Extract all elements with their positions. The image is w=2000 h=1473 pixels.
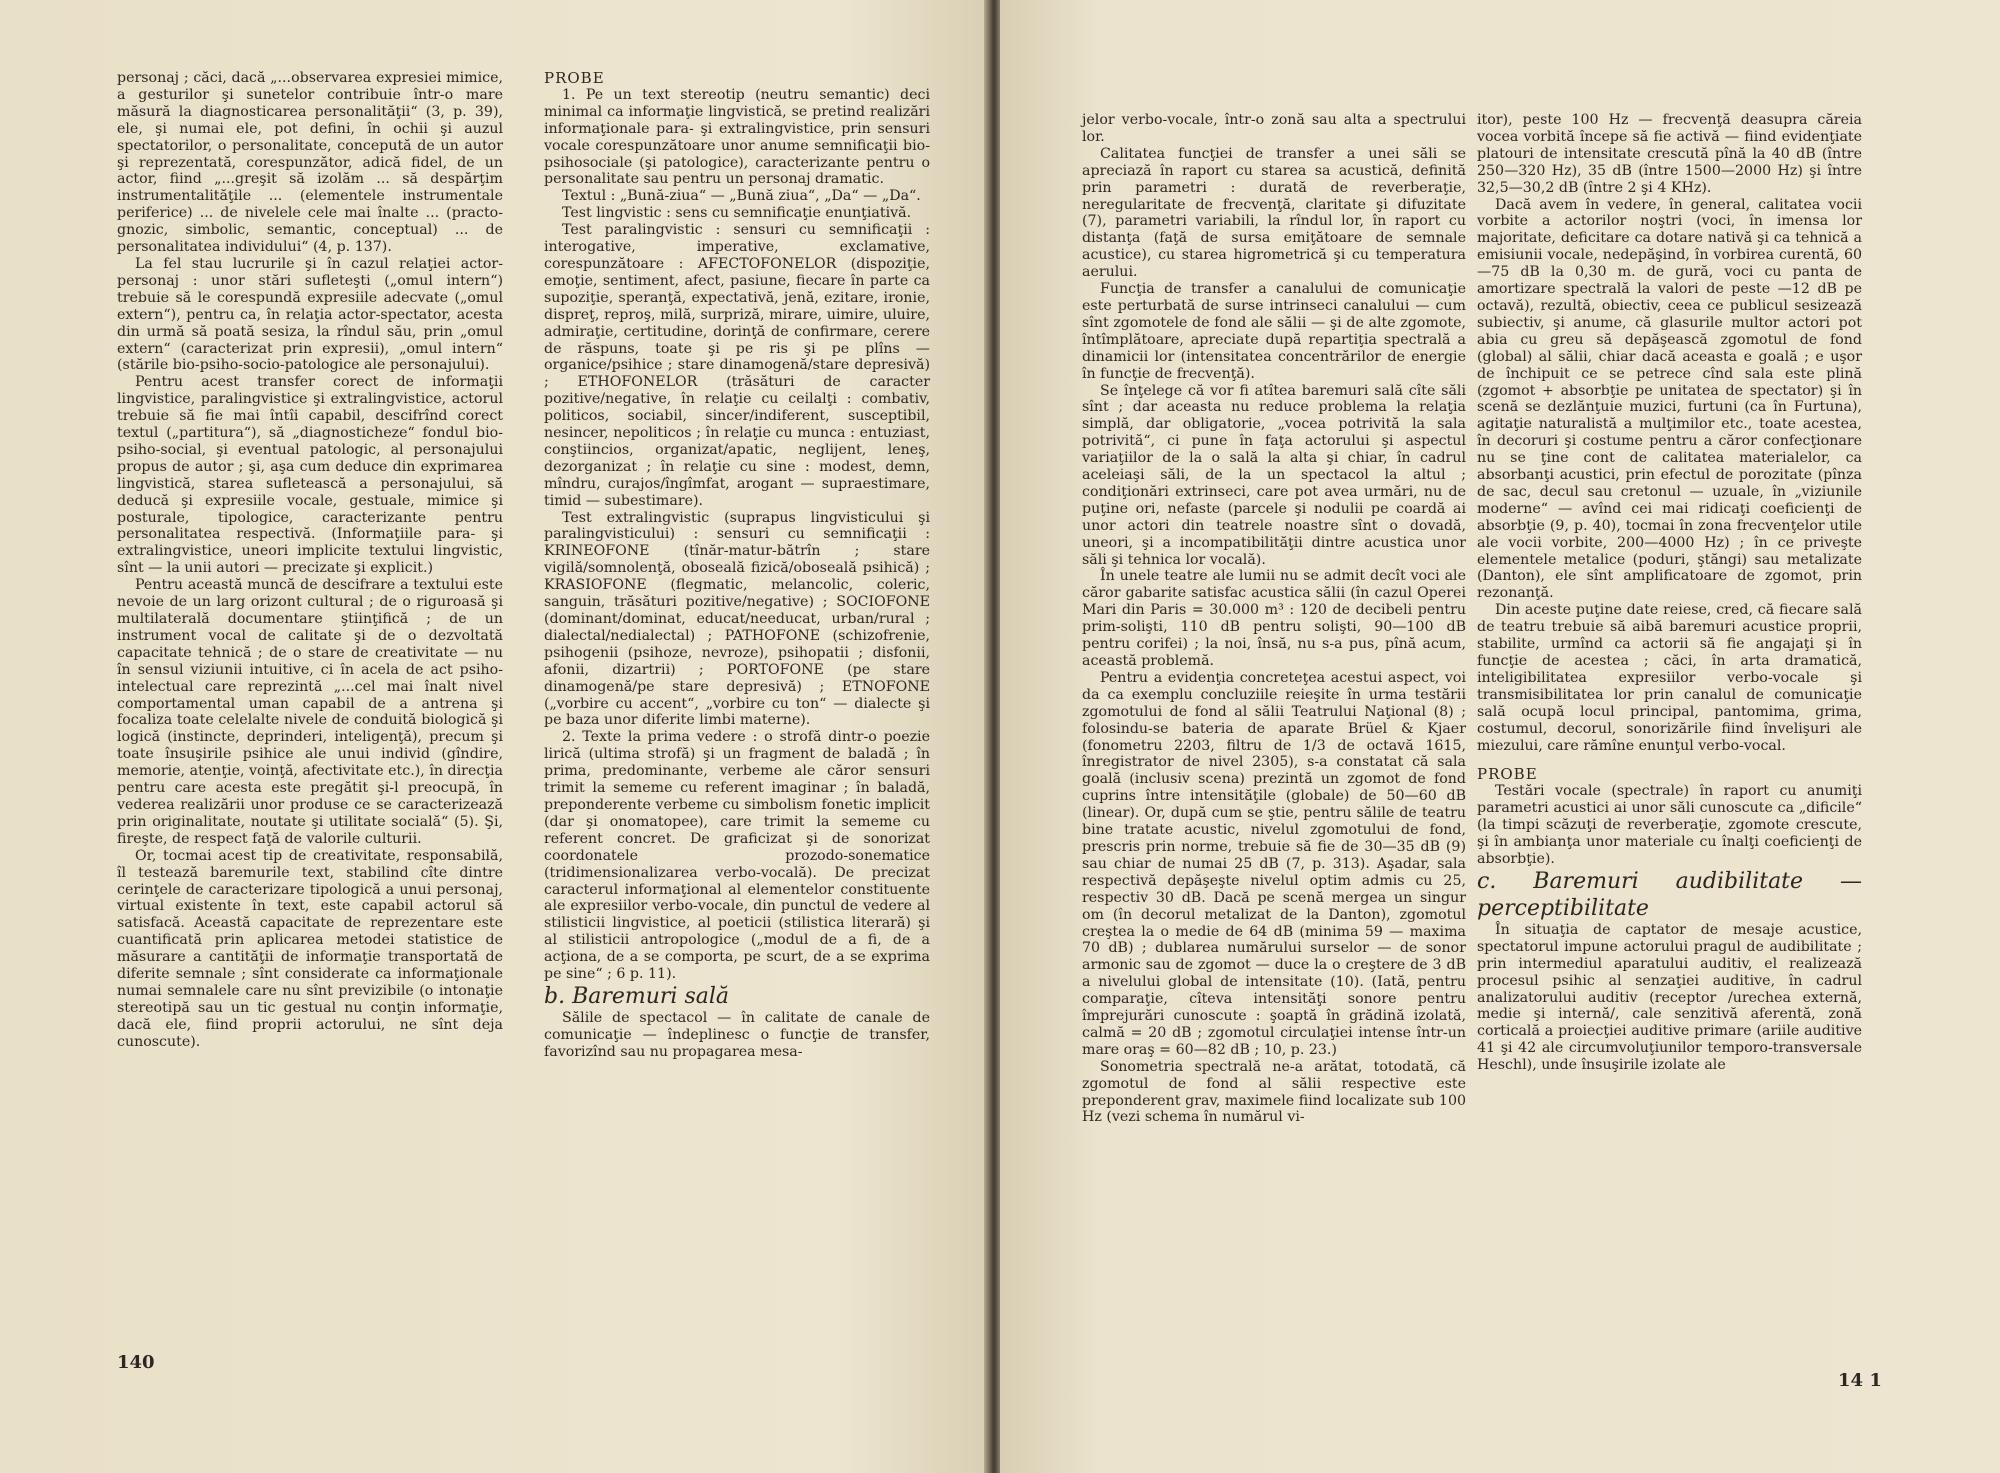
right-column-1 bbox=[1082, 112, 1466, 1126]
paragraph: Test paralingvistic : sensuri cu semnificaţii : interogative, imperative, exclamative, corespunzătoare : AFECTOFONELOR (dispoziţie, emoţie, sentiment, afect, pasiune, fiecare în parte ca supoziţie, speranţă, expectativă, jenă, ezitare, ironie, dispreţ, reproş, milă, surpriză, mirare, uimire, uluire, admiraţie, certitudine, dorinţă de confirmare, cerere de răspuns, toate şi pe ris şi pe plîns — organice/psihice ; stare dinamogenă/stare depresivă) ; ETHOFONELOR (trăsături de caracter pozitive/negative, în relaţie cu ceilalţi : combativ, politicos, sociabil, sincer/indiferent, susceptibil, nesincer, nepoliticos ; în relaţie cu munca : entuziast, conştiincios, organizat/apatic, neglijent, leneş, dezorganizat ; în relaţie cu sine : modest, demn, mîndru, curajos/îngîmfat, arogant — supraestimare, timid — subestimare). bbox=[544, 222, 930, 509]
section-heading: b. Baremuri sală bbox=[544, 983, 730, 1009]
section-heading: c. Baremuri audibilitate — perceptibilitate bbox=[1477, 868, 1862, 921]
paragraph: Or, tocmai acest tip de creativitate, responsabilă, îl testează baremurile text, stabilind cîte dintre cerinţele de caracterizare tipologică a unui personaj, virtual existente în text, este capabil actorul să satisfacă. Această capacitate de reprezentare este cuantificată prin aplicarea metodei statistice de măsurare a cantităţii de informaţie transportată de diferite semnale ; sînt considerate ca informaţionale numai semnalele care nu sînt previzibile (o intonaţie stereotipă sau un tic gestual nu conţin informaţie, dacă ele, fiind proprii actorului, ne sînt deja cunoscute). bbox=[117, 847, 503, 1050]
page-number: 140 bbox=[117, 1352, 155, 1373]
paragraph: În situaţia de captator de mesaje acustice, spectatorul impune actorului pragul de audibilitate ; prin intermediul aparatului auditiv, el realizează procesul psihic al senzaţiei auditive, în cadrul analizatorului auditiv (receptor /urechea externă, medie şi internă/, cale senzitivă aferentă, zonă corticală a proiecţiei auditive primare (ariile auditive 41 şi 42 ale circumvoluţiunilor temporo-transversale Heschl), unde însuşirile izolate ale bbox=[1477, 921, 1862, 1074]
paragraph: personaj ; căci, dacă „...observarea expresiei mimice, a gesturilor şi sunetelor contribuie într-o mare măsură la diagnosticarea personalităţii“ (3, p. 39), ele, şi numai ele, pot defini, în ochii şi auzul spectatorilor, o personalitate, concepută de un autor şi reprezentată, corespunzător, adică fidel, de un actor, fiind „...greşit să izolăm ... să despărţim instrumentalităţile ... (elementele instrumentale periferice) ... de nivelele cele mai înalte ... (practo-gnozic, simbolic, semantic, conceptual) ... de personalitatea individului“ (4, p. 137). bbox=[117, 70, 503, 256]
paragraph: Test extralingvistic (suprapus lingvisticului şi paralingvisticului) : sensuri cu semnificaţii : KRINEOFONE (tînăr-matur-bătrîn ; stare vigilă/somnolenţă, oboseală fizică/oboseală psihică) ; KRASIOFONE (flegmatic, melancolic, coleric, sanguin, trăsături pozitive/negative) ; SOCIOFONE (dominant/dominat, educat/needucat, urban/rural ; dialectal/nedialectal) ; PATHOFONE (schizofrenie, psihogenii (psihoze, nevroze), psihopatii ; disfonii, afonii, dizartrii) ; PORTOFONE (pe stare dinamogenă/pe stare depresivă) ; ETNOFONE („vorbire cu accent“, „vorbire cu ton“ — dialecte şi pe baza unor diferite limbi materne). bbox=[544, 509, 930, 729]
paragraph: Calitatea funcţiei de transfer a unei săli se apreciază în raport cu starea sa acustică, definită prin parametri : durată de reverberaţie, neregularitate de frecvenţă, claritate şi difuzitate (7), parametri variabili, la rîndul lor, în raport cu distanţa (faţă de sursa emiţătoare de semnale acustice), cu starea higrometrică şi cu temperatura aerului. bbox=[1082, 145, 1466, 281]
paragraph: Din aceste puţine date reiese, cred, că fiecare sală de teatru trebuie să aibă baremuri acustice proprii, stabilite, urmînd ca actorii să fie angajaţi şi în funcţie de acestea ; căci, în arta dramatică, inteligibilitatea expresiilor verbo-vocale şi transmisibilitatea lor prin canalul de comunicaţie sală ocupă locul principal, pantomima, grima, costumul, decorul, sonorizările fiind învelişuri ale miezului, care rămîne enunţul verbo-vocal. bbox=[1477, 602, 1862, 754]
paragraph: Sonometria spectrală ne-a arătat, totodată, că zgomotul de fond al sălii respective este preponderent grav, maximele fiind localizate sub 100 Hz (vezi schema în numărul vi- bbox=[1082, 1058, 1466, 1126]
probe-heading: PROBE bbox=[544, 69, 605, 87]
paragraph: Sălile de spectacol — în calitate de canale de comunicaţie — îndeplinesc o funcţie de transfer, favorizînd sau nu propagarea mesa- bbox=[544, 1009, 930, 1060]
left-page bbox=[0, 0, 988, 1473]
paragraph: 1. Pe un text stereotip (neutru semantic) deci minimal ca informaţie lingvistică, se pretind realizări informaţionale para- şi extralingvistice, prin sensuri vocale corespunzătoare unor anume semnificaţii bio-psihosociale (şi patologice), caracterizante pentru o personalitate sau pentru un personaj dramatic. bbox=[544, 86, 930, 188]
paragraph: Dacă avem în vedere, în general, calitatea vocii vorbite a actorilor noştri (voci, în imensa lor majoritate, deficitare ca dotare nativă şi ca tehnică a emisiunii vocale, nedepăşind, în vorbirea curentă, 60—75 dB la 0,30 m. de gură, voci cu panta de amortizare spectrală la valori de peste —12 dB pe octavă), rezultă, obiectiv, ceea ce publicul sesizează subiectiv, şi anume, că glasurile multor actori pot abia cu greu să depăşească zgomotul de fond (global) al sălii, chiar dacă aceasta e goală ; e uşor de închipuit ce se petrece cînd sala este plină (zgomot + absorbţie pe unitatea de spectator) şi în scenă se dezlănţuie muzici, furtuni (ca în Furtuna), agitaţie naturalistă a mulţimilor etc., toate acestea, în decoruri şi costume pentru a căror confecţionare nu se ţine cont de calitatea materialelor, ca absorbanţi acustici, prin efectul de porozitate (pînza de sac, decul sau cretonul — uzuale, în „viziunile moderne“ — avînd cei mai ridicaţi coeficienţi de absorbţie (9, p. 40), tocmai în zona frecvenţelor utile ale vocii vorbite, 200—4000 Hz) ; în ce priveşte elementele metalice (poduri, ştăngi) sau metalizate (Danton), ele sînt amplificatoare de zgomot, prin rezonanţă. bbox=[1477, 196, 1862, 602]
paragraph: La fel stau lucrurile şi în cazul relaţiei actor-personaj : unor stări sufleteşti („omul intern“) trebuie să le corespundă expresiile adecvate („omul extern“), pentru ca, în relaţia actor-spectator, acesta din urmă să poată sesiza, la rîndul său, prin „omul extern“ (caracterizat prin expresii), „omul intern“ (stările bio-psiho-socio-patologice ale personajului). bbox=[117, 255, 503, 374]
paragraph: Pentru această muncă de descifrare a textului este nevoie de un larg orizont cultural ; de o riguroasă şi multilaterală documentare ştiinţifică ; de un instrument vocal de calitate şi de o dezvoltată capacitate tehnică ; de o stare de creativitate — nu în sensul viziunii intuitive, ci în acela de act psiho-intelectual care reprezintă „...cel mai înalt nivel comportamental uman capabil de a antrena şi focaliza toate celelalte nivele de conduită biologică şi logică (instincte, deprinderi, inteligenţă), precum şi toate însuşirile psihice ale unui individ (gîndire, memorie, atenţie, voinţă, afectivitate etc.), în direcţia pentru care acesta este pregătit şi-l preocupă, în vederea realizării unor produse ce se caracterizează prin originalitate, noutate şi utilitate socială“ (5). Şi, fireşte, de respect faţă de valorile culturii. bbox=[117, 577, 503, 847]
paragraph: itor), peste 100 Hz — frecvenţă deasupra căreia vocea vorbită începe să fie activă — fiind evidenţiate platouri de intensitate crescută pînă la 40 dB (între 250—320 Hz), 35 dB (între 1500—2000 Hz) şi între 32,5—30,2 dB (între 2 şi 4 KHz). bbox=[1477, 112, 1862, 196]
paragraph: Se înţelege că vor fi atîtea baremuri sală cîte săli sînt ; dar aceasta nu reduce problema la relaţia simplă, dar obligatorie, „vocea potrivită la sala potrivită“, ci pune în faţa actorului şi aspectul variaţiilor de la o sală la alta şi chiar, în cadrul aceleiaşi săli, de la un spectacol la altul ; condiţionări extrinseci, care pot avea urmări, nu de puţine ori, nefaste (parcele şi nodulii pe coardă ai unor actori din teatrele noastre sînt o dovadă, uneori, şi a incompatibilităţii dintre acustica unor săli şi tehnica lor vocală). bbox=[1082, 382, 1466, 568]
paragraph: Funcţia de transfer a canalului de comunicaţie este perturbată de surse intrinseci canalului — cum sînt zgomotele de fond ale sălii — şi de alte zgomote, întîmplătoare, apreciate după repartiţia spectrală a dinamicii lor (intensitatea concentrărilor de energie în funcţie de frecvenţă). bbox=[1082, 281, 1466, 382]
right-column-2 bbox=[1477, 112, 1862, 1074]
page-number: 14 1 bbox=[1838, 1370, 1882, 1391]
paragraph: Textul : „Bună-ziua“ — „Bună ziua“, „Da“ — „Da“. bbox=[562, 188, 921, 205]
probe-heading: PROBE bbox=[1477, 765, 1538, 784]
paragraph: Pentru a evidenţia concreteţea acestui aspect, voi da ca exemplu concluziile reieşite în urma testării zgomotului de fond al sălii Teatrului Naţional (8) ; folosindu-se bateria de aparate Brüel & Kjaer (fonometru 2203, filtru de 1/3 de octavă 1615, înregistrator de nivel 2305), s-a constatat că sala goală (inclusiv scena) prezintă un zgomot de fond cuprins între intensităţile (globale) de 50—60 dB (linear). Or, după cum se ştie, pentru sălile de teatru bine tratate acustic, nivelul zgomotului de fond, prescris prin norme, trebuie să fie de 30—35 dB (9) sau chiar de numai 25 dB (7, p. 313). Aşadar, sala respectivă depăşeşte nivelul optim admis cu 25, respectiv 30 dB. Dacă pe scenă mergea un singur om (în decorul metalizat de la Danton), zgomotul creştea la o medie de 64 dB (minima 59 — maxima 70 dB) ; dublarea numărului surselor — de sonor armonic sau de zgomot — duce la o creştere de 3 dB a nivelului global de intensitate (10). (Iată, pentru comparaţie, cîteva intensităţi sonore pentru împrejurări cunoscute : şoaptă în grădină izolată, calmă = 20 dB ; zgomotul circulaţiei intense într-un mare oraş = 60—82 dB ; 10, p. 23.) bbox=[1082, 669, 1466, 1058]
paragraph: jelor verbo-vocale, într-o zonă sau alta a spectrului lor. bbox=[1082, 112, 1466, 145]
paragraph: În unele teatre ale lumii nu se admit decît voci ale căror gabarite satisfac acustica sălii (în cazul Operei Mari din Paris = 30.000 m³ : 120 de decibeli pentru prim-solişti, 110 dB pentru solişti, 90—100 dB pentru corifei) ; la noi, însă, nu s-a pus, pînă acum, această problemă. bbox=[1082, 568, 1466, 669]
paragraph: Pentru acest transfer corect de informaţii lingvistice, paralingvistice şi extralingvistice, actorul trebuie să fie mai întîi capabil, descifrînd corect textul („partitura“), să „diagnosticheze“ fondul bio-psiho-social, şi eventual patologic, al personajului propus de autor ; şi, aşa cum deduce din exprimarea lingvistică, starea sufletească a personajului, să deducă şi expresiile vocale, gestuale, mimice şi posturale, tipologice, caracterizante pentru personalitatea respectivă. (Informaţiile para- şi extralingvistice, uneori implicite textului lingvistic, sînt — la unii autori — precizate şi explicit.) bbox=[117, 374, 503, 577]
left-column-1 bbox=[117, 70, 503, 1051]
paragraph: Testări vocale (spectrale) în raport cu anumiţi parametri acustici ai unor săli cunoscute ca „dificile“ (la timpi scăzuţi de reverberaţie, zgomote crescute, şi în ambianţa unor materiale cu înalţi coeficienţi de absorbţie). bbox=[1477, 783, 1862, 867]
left-column-2 bbox=[544, 70, 930, 1061]
paragraph: 2. Texte la prima vedere : o strofă dintr-o poezie lirică (ultima strofă) şi un fragment de baladă ; în prima, predominante, verbeme ale căror sensuri trimit la sememe cu referent imaginar ; în baladă, preponderente verbeme cu simbolism fonetic implicit (dar şi onomatopee), care trimit la sememe cu referent concret. De graficizat şi de sonorizat coordonatele prozodo-sonematice (tridimensionalizarea verbo-vocală). De precizat caracterul informaţional al elementelor constituente ale expresiilor verbo-vocale, din punctul de vedere al stilisticii lingvistice, al poeticii (stilistica literară) şi al stilisticii antropologice („modul de a fi, de a acţiona, de a se comporta, pe scurt, de a se exprima pe sine“ ; 6 p. 11). bbox=[544, 729, 930, 983]
paragraph: Test lingvistic : sens cu semnificaţie enunţiativă. bbox=[562, 205, 912, 222]
